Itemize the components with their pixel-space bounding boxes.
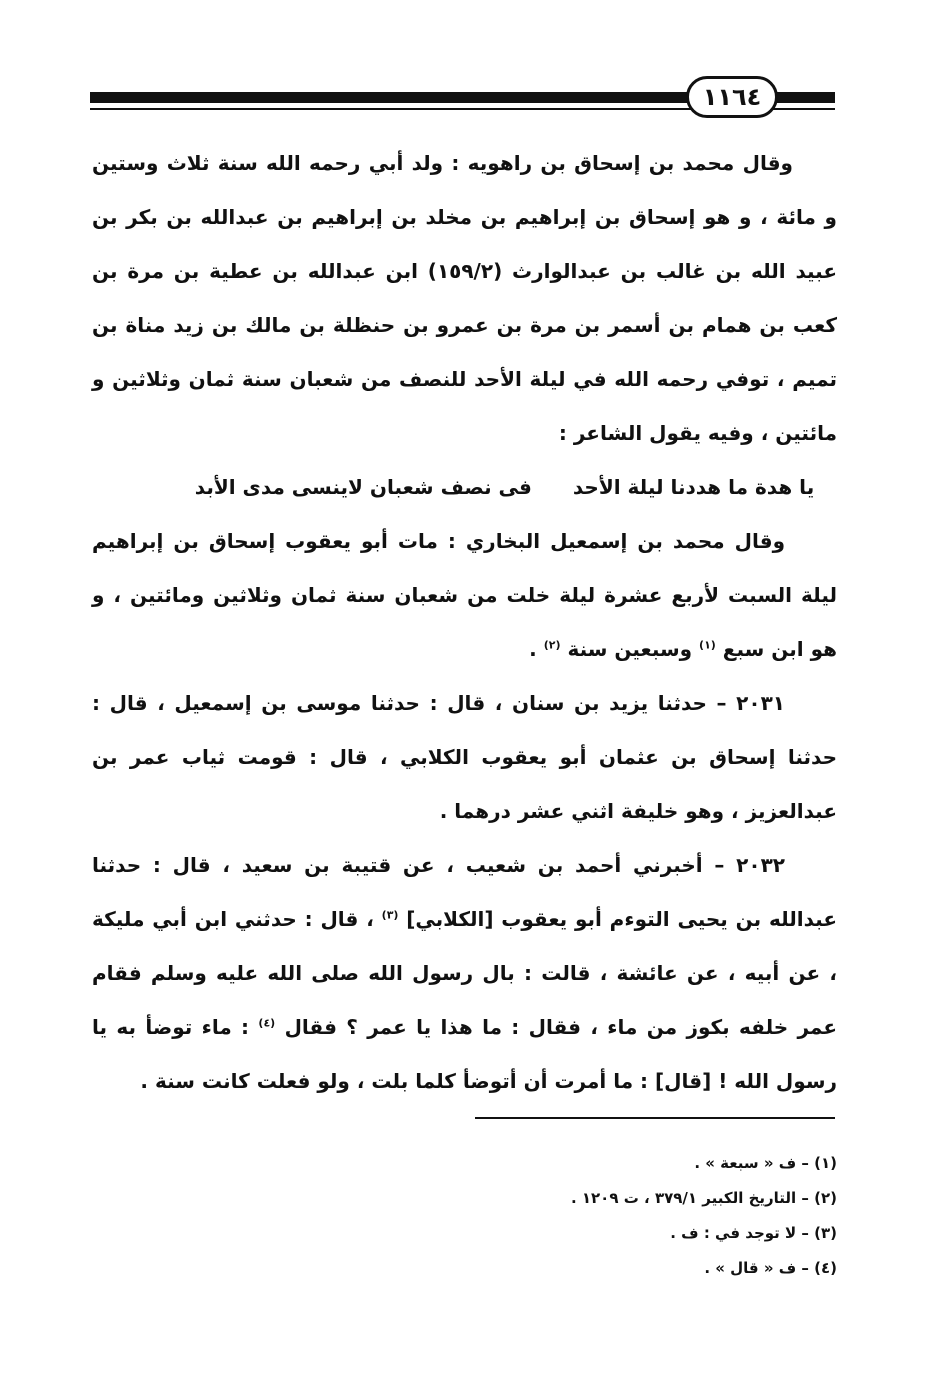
hadith-2032-text-3: : ماء توضأ به يا رسول الله ! [قال] : ما أمرت أن أتوضأ كلما بلت ، ولو فعلت كانت سنة . [92,1015,837,1093]
paragraph-bukhari [92,514,837,676]
paragraph-ishaq-lineage: وقال محمد بن إسحاق بن راهويه : ولد أبي رحمه الله سنة ثلاث وستين و مائة ، و هو إسحاق بن إبراهيم بن مخلد بن إبراهيم بن عبدالله بن بكر بن عبيد الله بن غالب بن عبدالوارث (١٥٩/٢) ابن عبدالله بن عطية بن مرة بن كعب بن همام بن أسمر بن مرة بن عمرو بن حنظلة بن مالك بن زيد مناة بن تميم ، توفي رحمه الله في ليلة الأحد للنصف من شعبان سنة ثمان وثلاثين و مائتين ، وفيه يقول الشاعر : [92,151,838,445]
footnote-3: (٣) – لا توجد في : ف . [670,1224,837,1242]
footnote-separator [475,1117,835,1119]
hadith-2031: ٢٠٣١ – حدثنا يزيد بن سنان ، قال : حدثنا موسى بن إسمعيل ، قال : حدثنا إسحاق بن عثمان أبو يعقوب الكلابي ، قال : قومت ثياب عمر بن عبدالعزيز ، وهو خليفة اثني عشر درهما . [92,691,837,823]
page-number: ١١٦٤ [686,76,778,118]
hadith-2032-text-1: ٢٠٣٢ – أخبرني أحمد بن شعيب ، عن قتيبة بن سعيد ، قال : حدثنا عبدالله بن يحيى التوءم أبو يعقوب [الكلابي] [92,853,837,931]
footnote-ref-4: (٤) [258,1016,276,1030]
main-text [92,136,837,1108]
footnote-ref-3: (٣) [381,908,399,922]
footnote-4: (٤) – ف « قال » . [704,1259,837,1277]
paragraph-bukhari-text-3: . [529,637,537,661]
verse-hemistich-2: فى نصف شعبان لاينسى مدى الأبد [194,475,532,499]
footnotes [300,1146,837,1286]
verse-hemistich-1: يا هدة ما هددنا ليلة الأحد [572,475,815,499]
footnote-ref-1: (١) [699,638,716,652]
hadith-2032 [92,838,837,1108]
footnote-1: (١) – ف « سبعة » . [694,1154,837,1172]
page-header [90,74,835,124]
hadith-2032-text-2: ، قال : حدثني ابن أبي مليكة ، عن أبيه ، عن عائشة ، قالت : بال رسول الله صلى الله عليه وسلم فقام عمر خلفه بكوز من ماء ، فقال : ما هذا يا عمر ؟ فقال [92,907,838,1039]
paragraph-bukhari-text: وقال محمد بن إسمعيل البخاري : مات أبو يعقوب إسحاق بن إبراهيم ليلة السبت لأربع عشرة ليلة خلت من شعبان سنة ثمان وثلاثين ومائتين ، و هو ابن سبع [92,529,837,661]
footnote-2: (٢) – التاريخ الكبير ٣٧٩/١ ، ت ١٢٠٩ . [570,1189,837,1207]
poem-verse [92,460,837,514]
footnote-ref-2: (٢) [543,638,561,652]
paragraph-bukhari-text-2: وسبعين سنة [567,637,693,661]
